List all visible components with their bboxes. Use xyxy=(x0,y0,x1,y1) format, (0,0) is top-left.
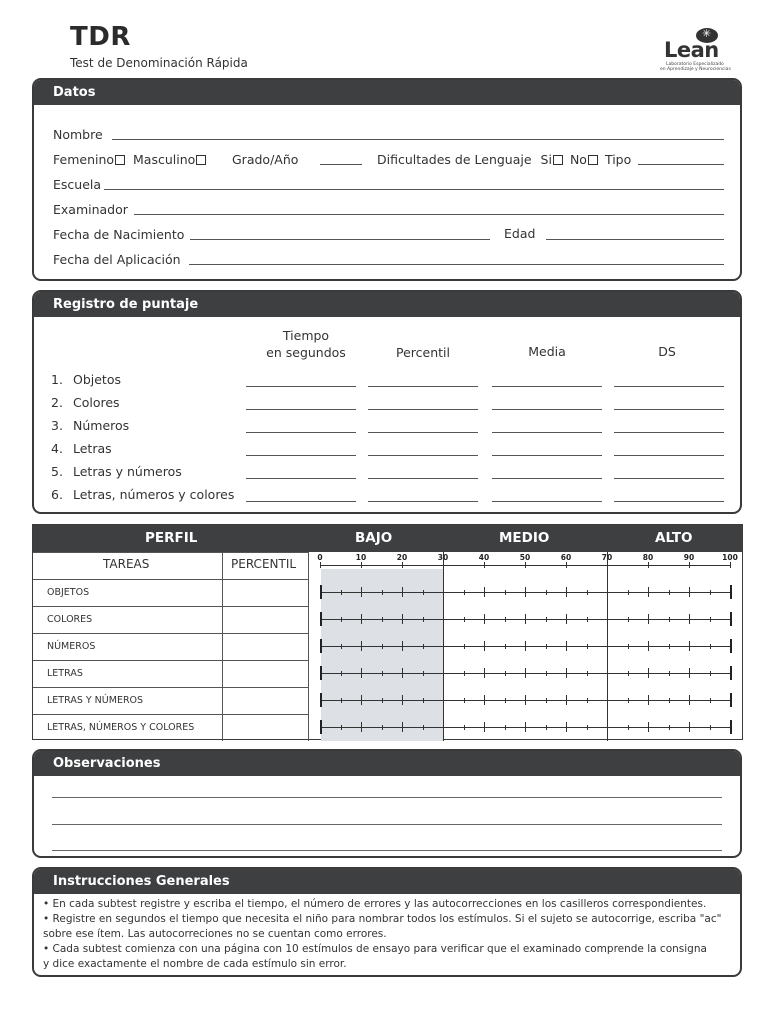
scale-number: 40 xyxy=(478,553,490,562)
scale-tick xyxy=(443,641,444,651)
registro-item-number: 6. xyxy=(51,487,63,502)
no-label: No xyxy=(569,152,587,167)
tipo-label: Tipo xyxy=(604,152,632,167)
col-tiempo-line2: en segundos xyxy=(266,345,346,360)
registro-entry-field[interactable] xyxy=(492,455,602,456)
scale-tick xyxy=(341,644,342,649)
scale-tick xyxy=(484,614,485,624)
registro-item-label xyxy=(51,441,112,456)
scale-tick xyxy=(546,644,547,649)
col-media: Media xyxy=(528,344,566,359)
registro-entry-field[interactable] xyxy=(246,432,356,433)
scale-tick xyxy=(525,668,526,678)
logo-subtitle-2: en Aprendizaje y Neurociencias xyxy=(660,67,731,72)
registro-entry-field[interactable] xyxy=(246,455,356,456)
scale-ruler-tick xyxy=(525,562,526,568)
scale-tick xyxy=(320,666,322,680)
tarea-row-label: COLORES xyxy=(47,614,93,625)
col-tiempo xyxy=(246,327,366,361)
registro-entry-field[interactable] xyxy=(614,432,724,433)
grado-field[interactable] xyxy=(320,164,362,165)
scale-ruler-tick xyxy=(730,562,731,568)
scale-number: 100 xyxy=(722,553,738,562)
scale-tick xyxy=(648,668,649,678)
scale-tick xyxy=(525,614,526,624)
observaciones-section xyxy=(32,749,742,858)
instrucciones-heading: Instrucciones Generales xyxy=(34,869,740,894)
scale-number: 0 xyxy=(317,553,323,562)
scale-ruler-tick xyxy=(607,562,608,568)
scale-tick xyxy=(648,614,649,624)
scale-tick xyxy=(505,617,506,622)
tarea-row-label: LETRAS Y NÚMEROS xyxy=(47,695,144,706)
alto-heading: ALTO xyxy=(655,530,693,546)
tareas-column-header: TAREAS xyxy=(103,557,150,571)
scale-tick xyxy=(464,725,465,730)
logo-word: Lean xyxy=(664,38,719,62)
scale-tick xyxy=(505,725,506,730)
registro-item-label xyxy=(51,395,120,410)
perfil-table xyxy=(32,524,743,740)
scale-tick xyxy=(505,698,506,703)
col-tiempo-line1: Tiempo xyxy=(282,328,330,343)
scale-tick xyxy=(382,644,383,649)
tipo-field[interactable] xyxy=(638,164,724,165)
scale-ruler-tick xyxy=(648,562,649,568)
scale-ruler-tick xyxy=(361,562,362,568)
scale-tick xyxy=(443,695,444,705)
scale-tick xyxy=(361,614,362,624)
scale-tick xyxy=(341,698,342,703)
scale-tick xyxy=(710,590,711,595)
instruction-line: • Registre en segundos el tiempo que necesita el niño para nombrar todos los estímulos. Si el sujeto se autocorrige, escriba "ac" xyxy=(43,913,722,925)
scale-tick xyxy=(525,641,526,651)
registro-entry-field[interactable] xyxy=(368,455,478,456)
scale-tick xyxy=(607,722,608,732)
registro-entry-field[interactable] xyxy=(614,455,724,456)
scale-tick xyxy=(341,725,342,730)
scale-tick xyxy=(607,587,608,597)
datos-section xyxy=(32,78,742,281)
scale-number: 20 xyxy=(396,553,408,562)
scale-tick xyxy=(402,587,403,597)
scale-number: 30 xyxy=(437,553,449,562)
scale-ruler-tick xyxy=(566,562,567,568)
col-percentil: Percentil xyxy=(396,345,450,360)
examinador-field[interactable] xyxy=(134,214,724,215)
scale-tick xyxy=(464,617,465,622)
percentil-cell[interactable] xyxy=(223,715,307,740)
scale-tick xyxy=(402,722,403,732)
grado-label: Grado/Año xyxy=(232,152,299,167)
registro-item-number: 2. xyxy=(51,395,63,410)
scale-tick xyxy=(484,641,485,651)
medio-heading: MEDIO xyxy=(499,530,550,546)
registro-item-number: 4. xyxy=(51,441,63,456)
si-label: Si xyxy=(540,152,552,167)
scale-tick xyxy=(587,644,588,649)
observaciones-heading: Observaciones xyxy=(34,751,740,776)
observaciones-line[interactable] xyxy=(52,824,722,825)
scale-tick xyxy=(689,668,690,678)
scale-tick xyxy=(607,695,608,705)
registro-entry-field[interactable] xyxy=(492,478,602,479)
scale-tick xyxy=(382,590,383,595)
scale-tick xyxy=(361,587,362,597)
registro-item-text: Colores xyxy=(73,395,120,410)
sexo-row xyxy=(53,152,206,167)
lean-logo xyxy=(660,28,730,74)
scale-tick xyxy=(546,590,547,595)
scale-tick xyxy=(484,722,485,732)
scale-tick xyxy=(587,725,588,730)
scale-tick xyxy=(710,725,711,730)
scale-tick xyxy=(710,617,711,622)
percentil-cell[interactable] xyxy=(223,634,307,659)
scale-tick xyxy=(464,644,465,649)
scale-tick xyxy=(689,722,690,732)
femenino-checkbox[interactable] xyxy=(115,155,125,165)
registro-entry-field[interactable] xyxy=(614,501,724,502)
scale-tick xyxy=(689,695,690,705)
scale-tick xyxy=(361,695,362,705)
scale-tick xyxy=(648,722,649,732)
scale-tick xyxy=(648,587,649,597)
percentil-cell[interactable] xyxy=(223,661,307,686)
scale-tick xyxy=(382,617,383,622)
datos-heading: Datos xyxy=(34,80,740,105)
scale-tick xyxy=(443,614,444,624)
registro-item-label xyxy=(51,418,129,433)
scale-tick xyxy=(648,695,649,705)
scale-tick xyxy=(443,722,444,732)
scale-tick xyxy=(546,671,547,676)
registro-entry-field[interactable] xyxy=(614,386,724,387)
tarea-row-label: LETRAS, NÚMEROS Y COLORES xyxy=(47,722,195,733)
scale-ruler-tick xyxy=(443,562,444,568)
femenino-label: Femenino xyxy=(53,152,115,167)
scale-tick xyxy=(402,641,403,651)
scale-tick xyxy=(341,590,342,595)
scale-tick xyxy=(320,693,322,707)
registro-entry-field[interactable] xyxy=(246,409,356,410)
registro-item-text: Letras y números xyxy=(73,464,182,479)
scale-tick xyxy=(710,671,711,676)
scale-tick xyxy=(464,698,465,703)
scale-number: 70 xyxy=(601,553,613,562)
scale-tick xyxy=(443,668,444,678)
registro-entry-field[interactable] xyxy=(368,432,478,433)
registro-entry-field[interactable] xyxy=(614,409,724,410)
scale-tick xyxy=(628,590,629,595)
scale-tick xyxy=(566,641,567,651)
registro-entry-field[interactable] xyxy=(492,501,602,502)
scale-tick xyxy=(546,725,547,730)
scale-tick xyxy=(484,587,485,597)
row-divider xyxy=(33,552,308,553)
form-subtitle: Test de Denominación Rápida xyxy=(70,56,248,70)
scale-tick xyxy=(320,612,322,626)
scale-ruler-tick xyxy=(689,562,690,568)
scale-tick xyxy=(710,644,711,649)
registro-item-label xyxy=(51,372,121,387)
scale-tick xyxy=(402,614,403,624)
scale-tick xyxy=(587,590,588,595)
dificultades-label: Dificultades de Lenguaje xyxy=(377,152,532,167)
scale-tick xyxy=(402,668,403,678)
scale-tick xyxy=(505,671,506,676)
scale-ruler-tick xyxy=(484,562,485,568)
edad-label: Edad xyxy=(504,226,536,241)
scale-tick xyxy=(525,587,526,597)
registro-item-number: 1. xyxy=(51,372,63,387)
registro-item-label xyxy=(51,487,234,502)
no-checkbox[interactable] xyxy=(588,155,598,165)
scale-tick xyxy=(669,671,670,676)
examinador-label: Examinador xyxy=(53,202,128,217)
scale-tick xyxy=(566,614,567,624)
scale-tick xyxy=(730,612,732,626)
registro-item-text: Letras xyxy=(73,441,112,456)
scale-tick xyxy=(423,698,424,703)
scale-tick xyxy=(587,698,588,703)
percentil-cell[interactable] xyxy=(223,580,307,605)
scale-tick xyxy=(382,698,383,703)
scale-tick xyxy=(566,695,567,705)
edad-field[interactable] xyxy=(546,239,724,240)
scale-tick xyxy=(423,617,424,622)
instruction-line: • Cada subtest comienza con una página con 10 estímulos de ensayo para verificar que el examinado comprende la consigna xyxy=(43,943,707,955)
scale-tick xyxy=(423,644,424,649)
scale-tick xyxy=(730,693,732,707)
scale-tick xyxy=(402,695,403,705)
scale-tick xyxy=(730,585,732,599)
registro-entry-field[interactable] xyxy=(492,386,602,387)
logo-subtitle-1: Laboratorio Especializado xyxy=(666,62,724,67)
column-divider xyxy=(308,552,309,741)
scale-tick xyxy=(730,720,732,734)
fecha-nacimiento-field[interactable] xyxy=(190,239,490,240)
scale-tick xyxy=(628,725,629,730)
registro-item-text: Objetos xyxy=(73,372,121,387)
perfil-heading: PERFIL xyxy=(145,530,198,546)
bajo-heading: BAJO xyxy=(355,530,393,546)
scale-tick xyxy=(669,698,670,703)
registro-item-number: 3. xyxy=(51,418,63,433)
instruction-line: sobre ese ítem. Las autocorreciones no se cuentan como errores. xyxy=(43,928,387,940)
scale-number: 90 xyxy=(683,553,695,562)
scale-tick xyxy=(361,722,362,732)
registro-entry-field[interactable] xyxy=(368,501,478,502)
registro-item-number: 5. xyxy=(51,464,63,479)
registro-entry-field[interactable] xyxy=(246,501,356,502)
scale-tick xyxy=(505,590,506,595)
scale-tick xyxy=(689,614,690,624)
scale-number: 60 xyxy=(560,553,572,562)
scale-tick xyxy=(546,617,547,622)
scale-tick xyxy=(607,641,608,651)
scale-tick xyxy=(464,590,465,595)
fecha-nacimiento-label: Fecha de Nacimiento xyxy=(53,227,185,242)
si-checkbox[interactable] xyxy=(553,155,563,165)
scale-tick xyxy=(525,722,526,732)
scale-tick xyxy=(423,725,424,730)
escuela-label: Escuela xyxy=(53,177,102,192)
star-icon: ✳ xyxy=(702,27,712,40)
scale-tick xyxy=(710,698,711,703)
registro-entry-field[interactable] xyxy=(492,432,602,433)
scale-tick xyxy=(628,671,629,676)
percentil-cell[interactable] xyxy=(223,607,307,632)
scale-tick xyxy=(320,720,322,734)
registro-entry-field[interactable] xyxy=(368,478,478,479)
scale-tick xyxy=(669,725,670,730)
observaciones-line[interactable] xyxy=(52,850,722,851)
percentil-column-header: PERCENTIL xyxy=(231,557,297,571)
col-ds: DS xyxy=(658,344,676,359)
scale-tick xyxy=(689,641,690,651)
nombre-field[interactable] xyxy=(112,139,724,140)
form-title: TDR xyxy=(70,22,131,52)
registro-item-text: Letras, números y colores xyxy=(73,487,235,502)
scale-number: 10 xyxy=(355,553,367,562)
registro-entry-field[interactable] xyxy=(368,409,478,410)
instrucciones-section xyxy=(32,867,742,977)
scale-tick xyxy=(484,695,485,705)
tarea-row-label: LETRAS xyxy=(47,668,83,679)
scale-tick xyxy=(505,644,506,649)
dificultades-row xyxy=(377,152,631,167)
scale-tick xyxy=(566,668,567,678)
scale-tick xyxy=(628,617,629,622)
scale-tick xyxy=(423,671,424,676)
masculino-label: Masculino xyxy=(133,152,196,167)
observaciones-line[interactable] xyxy=(52,797,722,798)
scale-tick xyxy=(669,590,670,595)
scale-tick xyxy=(566,587,567,597)
scale-tick xyxy=(320,585,322,599)
scale-ruler-tick xyxy=(320,562,321,568)
scale-tick xyxy=(341,617,342,622)
scale-tick xyxy=(648,641,649,651)
scale-tick xyxy=(525,695,526,705)
scale-tick xyxy=(382,671,383,676)
scale-ruler-tick xyxy=(402,562,403,568)
nombre-label: Nombre xyxy=(53,127,103,142)
scale-tick xyxy=(464,671,465,676)
registro-entry-field[interactable] xyxy=(246,478,356,479)
scale-tick xyxy=(730,639,732,653)
percentil-cell[interactable] xyxy=(223,688,307,713)
scale-tick xyxy=(382,725,383,730)
scale-tick xyxy=(546,698,547,703)
registro-entry-field[interactable] xyxy=(614,478,724,479)
bajo-shaded-area xyxy=(321,569,443,741)
registro-item-label xyxy=(51,464,182,479)
scale-tick xyxy=(628,644,629,649)
tarea-row-label: OBJETOS xyxy=(47,587,90,598)
registro-entry-field[interactable] xyxy=(492,409,602,410)
tarea-row-label: NÚMEROS xyxy=(47,641,96,652)
scale-tick xyxy=(628,698,629,703)
registro-entry-field[interactable] xyxy=(246,386,356,387)
scale-tick xyxy=(689,587,690,597)
registro-entry-field[interactable] xyxy=(368,386,478,387)
escuela-field[interactable] xyxy=(104,189,724,190)
scale-tick xyxy=(566,722,567,732)
scale-tick xyxy=(669,644,670,649)
masculino-checkbox[interactable] xyxy=(196,155,206,165)
scale-tick xyxy=(320,639,322,653)
scale-tick xyxy=(341,671,342,676)
perfil-header-bar xyxy=(33,525,742,552)
scale-tick xyxy=(423,590,424,595)
scale-tick xyxy=(484,668,485,678)
scale-number: 80 xyxy=(642,553,654,562)
scale-tick xyxy=(587,671,588,676)
fecha-aplicacion-label: Fecha del Aplicación xyxy=(53,252,181,267)
fecha-aplicacion-field[interactable] xyxy=(189,264,724,265)
instruction-line: • En cada subtest registre y escriba el tiempo, el número de errores y las autocorrecciones en los casilleros correspondientes. xyxy=(43,898,707,910)
scale-tick xyxy=(361,641,362,651)
scale-number: 50 xyxy=(519,553,531,562)
scale-tick xyxy=(730,666,732,680)
scale-tick xyxy=(607,668,608,678)
scale-tick xyxy=(669,617,670,622)
registro-heading: Registro de puntaje xyxy=(34,292,740,317)
scale-tick xyxy=(587,617,588,622)
registro-section xyxy=(32,290,742,514)
scale-tick xyxy=(361,668,362,678)
instruction-line: y dice exactamente el nombre de cada estímulo sin error. xyxy=(43,958,347,970)
scale-tick xyxy=(607,614,608,624)
registro-item-text: Números xyxy=(73,418,130,433)
scale-tick xyxy=(443,587,444,597)
